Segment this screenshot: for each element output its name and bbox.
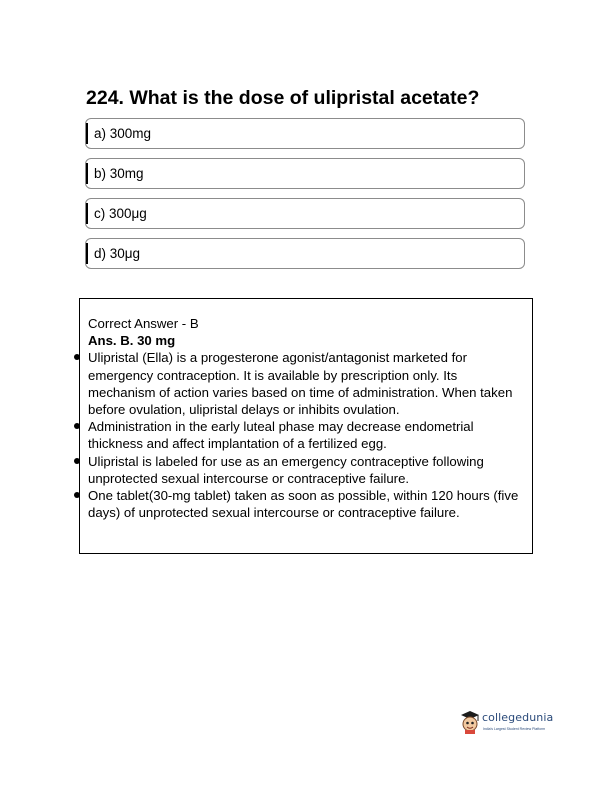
explanation-text: Ulipristal (Ella) is a progesterone agonist/antagonist marketed for emergency contraception. It is available by prescription only. Its mechanism of action varies based on time of administration. When taken before ovulation, ulipristal delays or inhibits ovulation. [88,350,513,418]
question-title: 224. What is the dose of ulipristal acetate? [86,87,480,109]
option-c[interactable]: c) 300μg [85,198,525,229]
explanation-text: Administration in the early luteal phase may decrease endometrial thickness and affect implantation of a fertilized egg. [88,419,474,452]
explanation-text: Ulipristal is labeled for use as an emergency contraceptive following unprotected sexual intercourse or contraceptive failure. [88,453,484,486]
logo-text: collegedunia [482,711,554,724]
bullet-icon [74,492,80,498]
bullet-icon [74,458,80,464]
explanation-point [88,453,526,487]
bullet-icon [74,423,80,429]
option-d[interactable]: d) 30μg [85,238,525,269]
collegedunia-logo [459,709,569,741]
mascot-icon [459,709,481,735]
answer-box [79,298,533,554]
explanation-text: One tablet(30-mg tablet) taken as soon as possible, within 120 hours (five days) of unprotected sexual intercourse or contraceptive failure. [88,488,519,521]
explanation-list [88,349,526,521]
correct-answer-label: Correct Answer - B [88,316,199,331]
answer-heading: Ans. B. 30 mg [88,333,176,349]
bullet-icon [74,354,80,360]
explanation-point [88,487,526,521]
option-a[interactable]: a) 300mg [85,118,525,149]
option-b[interactable]: b) 30mg [85,158,525,189]
explanation-point [88,418,526,452]
logo-tagline: India's Largest Student Review Platform [483,727,546,731]
explanation-point [88,349,526,418]
